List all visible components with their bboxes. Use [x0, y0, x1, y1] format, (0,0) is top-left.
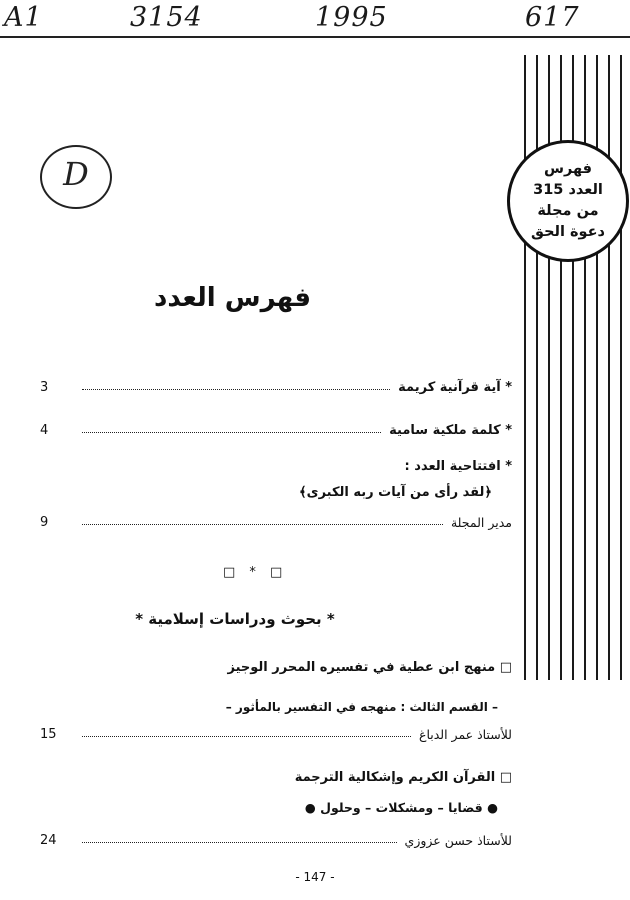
toc-entry-page: 9 — [40, 515, 49, 530]
badge-line: فهرس — [543, 161, 593, 177]
badge-line: دعوة الحق — [531, 224, 605, 240]
toc-entry-page: 4 — [40, 423, 49, 438]
stamp-letter: D — [63, 155, 89, 193]
badge-line: العدد 315 — [533, 182, 603, 198]
toc-entry[interactable] — [40, 373, 512, 395]
issue-badge — [507, 140, 629, 262]
dot-leader — [82, 841, 397, 843]
dot-leader — [82, 735, 411, 737]
circled-stamp — [40, 145, 112, 209]
toc-entry-author: للأستاذ عمر الدباغ — [418, 727, 512, 742]
toc-entry[interactable] — [40, 720, 512, 742]
toc-entry[interactable] — [40, 508, 512, 530]
handwritten-year: 1995 — [315, 2, 388, 33]
section-heading: * بحوث ودراسات إسلامية * — [135, 610, 335, 628]
article-subtitle: – القسم الثالث : منهجه في التفسير بالمأثور – — [225, 700, 498, 714]
dot-leader — [82, 388, 390, 390]
article-title: □ منهج ابن عطية في تفسيره المحرر الوجيز — [227, 660, 512, 675]
toc-entry-title: * كلمة ملكية سامية — [389, 423, 512, 438]
badge-line: من مجلة — [537, 203, 599, 219]
article-subtitle: ● قضايا – ومشكلات – وحلول ● — [304, 800, 498, 815]
toc-entry-page: 24 — [40, 833, 57, 848]
toc-entry-author: للأستاذ حسن عزوزي — [404, 833, 512, 848]
toc-entry-title: * آية قرآنية كريمة — [398, 380, 512, 395]
dot-leader — [82, 523, 443, 525]
toc-entry[interactable] — [40, 416, 512, 438]
header-rule — [0, 36, 630, 38]
handwritten-code: A1 — [4, 2, 43, 33]
editorial-heading: * افتتاحية العدد : — [404, 459, 512, 474]
toc-entry-page: 3 — [40, 380, 49, 395]
article-title: □ القرآن الكريم وإشكالية الترجمة — [294, 770, 512, 785]
editorial-subtitle: ﴿لقد رأى من آيات ربه الكبرى﴾ — [299, 485, 492, 500]
section-divider: □ * □ — [223, 565, 288, 580]
handwritten-number: 3154 — [130, 2, 203, 33]
toc-entry-author: مدير المجلة — [450, 515, 512, 530]
toc-entry[interactable] — [40, 826, 512, 848]
handwritten-ref: 617 — [525, 2, 580, 33]
dot-leader — [82, 431, 381, 433]
toc-entry-page: 15 — [40, 727, 57, 742]
page-number: - 147 - — [295, 870, 335, 884]
page-title: فهرس العدد — [153, 283, 311, 313]
